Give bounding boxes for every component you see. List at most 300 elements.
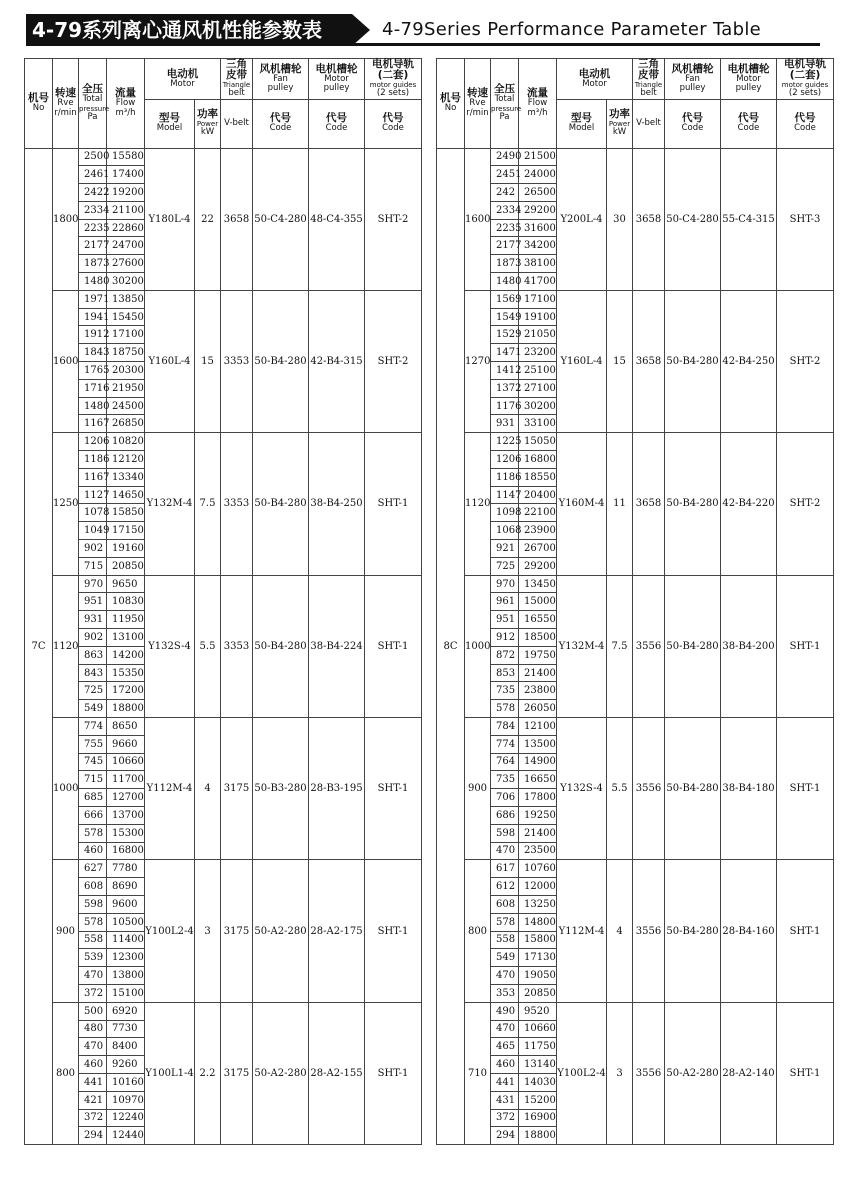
fan-pulley-cell: 50-B4-280 [665,433,721,575]
speed-cell: 710 [465,1002,491,1144]
guides-cell: SHT-1 [365,860,422,1002]
flow-cell: 16800 [519,451,557,469]
flow-cell: 21950 [107,379,145,397]
title-cn: 4-79系列离心通风机性能参数表 [26,14,352,46]
motor-pulley-cell: 38-B4-200 [721,575,777,717]
flow-cell: 12440 [107,1127,145,1145]
model-cell: Y160L-4 [145,290,195,432]
col-speed-en: Rve [469,98,486,109]
belt-cell: 3175 [221,860,253,1002]
pressure-cell: 715 [79,771,107,789]
flow-cell: 21050 [519,326,557,344]
fan-pulley-cell: 50-B4-280 [665,575,721,717]
speed-cell: 1000 [465,575,491,717]
flow-cell: 20850 [519,984,557,1002]
flow-cell: 9600 [107,895,145,913]
table-row [437,433,834,451]
col-fanpulley-cn: 风机槽轮 [671,62,714,75]
col-power-unit: kW [200,127,215,138]
flow-cell: 9260 [107,1056,145,1074]
flow-cell: 15050 [519,433,557,451]
flow-cell: 14030 [519,1073,557,1091]
col-code-en-1: Code [269,123,292,134]
flow-cell: 18500 [519,629,557,647]
flow-cell: 11950 [107,611,145,629]
fan-pulley-cell: 50-C4-280 [665,148,721,290]
col-motor-cn: 电动机 [578,67,611,80]
flow-cell: 21500 [519,148,557,166]
table-row [437,290,834,308]
pressure-cell: 2177 [491,237,519,255]
speed-cell: 900 [465,718,491,860]
flow-cell: 26850 [107,415,145,433]
pressure-cell: 951 [491,611,519,629]
motor-pulley-cell: 38-B4-250 [309,433,365,575]
fan-pulley-cell: 50-B3-280 [253,718,309,860]
col-pressure-cn: 全压 [494,83,515,96]
pressure-cell: 558 [79,931,107,949]
pressure-cell: 608 [79,878,107,896]
speed-cell: 1800 [53,148,79,290]
pressure-cell: 1471 [491,344,519,362]
flow-cell: 21100 [107,201,145,219]
col-model-en: Model [156,123,183,134]
belt-cell: 3658 [633,433,665,575]
header-power [195,99,221,148]
col-pressure-unit: Pa [87,111,98,122]
col-no-cn: 机号 [440,92,461,104]
flow-cell: 8690 [107,878,145,896]
pressure-cell: 970 [79,575,107,593]
flow-cell: 16650 [519,771,557,789]
fan-pulley-cell: 50-B4-280 [665,860,721,1002]
flow-cell: 12120 [107,451,145,469]
flow-cell: 19750 [519,646,557,664]
belt-cell: 3353 [221,290,253,432]
header-machine-no [437,59,465,149]
motor-pulley-cell: 28-A2-155 [309,1002,365,1144]
col-code-cn-3: 代号 [382,112,404,125]
col-guides-en1: motor guides [781,81,829,89]
pressure-cell: 470 [491,967,519,985]
pressure-cell: 1176 [491,397,519,415]
col-speed-unit: r/min [54,107,77,118]
col-fanpulley-en1: Fan [273,73,288,84]
pressure-cell: 441 [79,1073,107,1091]
pressure-cell: 1549 [491,308,519,326]
col-flow-unit: m³/h [527,107,548,118]
pressure-cell: 578 [491,913,519,931]
header-speed [53,59,79,149]
flow-cell: 17200 [107,682,145,700]
flow-cell: 30200 [519,397,557,415]
flow-cell: 7780 [107,860,145,878]
header-model [557,99,607,148]
header-speed [465,59,491,149]
belt-cell: 3658 [633,148,665,290]
table-row [25,433,422,451]
pressure-cell: 470 [79,1038,107,1056]
table-row [25,1002,422,1020]
flow-cell: 33100 [519,415,557,433]
pressure-cell: 2451 [491,166,519,184]
pressure-cell: 1098 [491,504,519,522]
speed-cell: 800 [465,860,491,1002]
header-motor-guides [777,59,834,100]
pressure-cell: 774 [79,718,107,736]
power-cell: 3 [607,1002,633,1144]
pressure-cell: 853 [491,664,519,682]
table-row [25,148,422,166]
fan-pulley-cell: 50-A2-280 [253,1002,309,1144]
speed-cell: 800 [53,1002,79,1144]
model-cell: Y132S-4 [145,575,195,717]
flow-cell: 17100 [519,290,557,308]
pressure-cell: 539 [79,949,107,967]
flow-cell: 13700 [107,806,145,824]
flow-cell: 26500 [519,184,557,202]
fan-pulley-cell: 50-B4-280 [665,290,721,432]
pressure-cell: 685 [79,789,107,807]
pressure-cell: 715 [79,557,107,575]
flow-cell: 19200 [107,184,145,202]
col-motorpulley-en2: pulley [323,83,350,94]
guides-cell: SHT-1 [365,718,422,860]
flow-cell: 10660 [519,1020,557,1038]
table-row [437,575,834,593]
pressure-cell: 706 [491,789,519,807]
col-speed-cn: 转速 [467,87,488,100]
flow-cell: 15000 [519,593,557,611]
pressure-cell: 1372 [491,379,519,397]
belt-cell: 3658 [633,290,665,432]
table-row [25,718,422,736]
flow-cell: 38100 [519,255,557,273]
col-motorpulley-cn: 电机槽轮 [727,62,770,75]
col-speed-cn: 转速 [55,87,76,100]
header-motor-pulley-code [721,99,777,148]
header-fan-pulley-code [665,99,721,148]
pressure-cell: 242 [491,184,519,202]
pressure-cell: 2177 [79,237,107,255]
pressure-cell: 843 [79,664,107,682]
col-code-en-1: Code [681,123,704,134]
pressure-cell: 1480 [79,397,107,415]
flow-cell: 13250 [519,895,557,913]
pressure-cell: 353 [491,984,519,1002]
pressure-cell: 294 [79,1127,107,1145]
pressure-cell: 735 [491,771,519,789]
col-pressure-unit: Pa [499,111,510,122]
col-belt-cn: 三角皮带 [226,58,247,81]
speed-cell: 1250 [53,433,79,575]
pressure-cell: 686 [491,806,519,824]
col-motor-en: Motor [170,78,195,89]
power-cell: 30 [607,148,633,290]
pressure-cell: 549 [79,700,107,718]
flow-cell: 13500 [519,735,557,753]
flow-cell: 15450 [107,308,145,326]
table-row [437,718,834,736]
motor-pulley-cell: 42-B4-250 [721,290,777,432]
pressure-cell: 1941 [79,308,107,326]
pressure-cell: 294 [491,1127,519,1145]
col-belt-en1: Triangle [634,81,663,89]
header-fan-pulley-code [253,99,309,148]
col-power-en: Power [608,120,631,129]
guides-cell: SHT-1 [365,575,422,717]
header-pressure [79,59,110,149]
speed-cell: 1600 [53,290,79,432]
pressure-cell: 1873 [79,255,107,273]
flow-cell: 17130 [519,949,557,967]
col-code-cn-2: 代号 [326,112,347,125]
col-code-cn-1: 代号 [682,112,703,125]
col-flow-en: Flow [115,98,136,109]
pressure-cell: 460 [79,842,107,860]
flow-cell: 15200 [519,1091,557,1109]
flow-cell: 18800 [519,1127,557,1145]
col-pressure-en2: pressure [491,104,522,113]
flow-cell: 13100 [107,629,145,647]
flow-cell: 18550 [519,468,557,486]
col-guides-cn2: (二套) [377,69,409,81]
flow-cell: 17800 [519,789,557,807]
pressure-cell: 951 [79,593,107,611]
header-motor-pulley [721,59,777,100]
pressure-cell: 912 [491,629,519,647]
col-motor-cn: 电动机 [166,67,199,80]
pressure-cell: 725 [491,557,519,575]
flow-cell: 26050 [519,700,557,718]
flow-cell: 27100 [519,379,557,397]
speed-cell: 900 [53,860,79,1002]
motor-pulley-cell: 28-B3-195 [309,718,365,860]
col-model-cn: 型号 [159,112,180,125]
col-code-en-2: Code [737,123,760,134]
header-machine-no [25,59,53,149]
table-row [437,148,834,166]
pressure-cell: 774 [491,735,519,753]
flow-cell: 16550 [519,611,557,629]
model-cell: Y100L1-4 [145,1002,195,1144]
belt-cell: 3556 [633,575,665,717]
pressure-cell: 735 [491,682,519,700]
pressure-cell: 372 [491,1109,519,1127]
pressure-cell: 961 [491,593,519,611]
belt-cell: 3658 [221,148,253,290]
flow-cell: 19160 [107,540,145,558]
col-belt-en1: Triangle [222,81,251,89]
flow-cell: 9650 [107,575,145,593]
header-motor-guides [365,59,422,100]
flow-cell: 10660 [107,753,145,771]
flow-cell: 31600 [519,219,557,237]
pressure-cell: 970 [491,575,519,593]
header-row-top [437,59,834,100]
flow-cell: 13340 [107,468,145,486]
motor-pulley-cell: 28-B4-160 [721,860,777,1002]
belt-cell: 3556 [633,718,665,860]
col-motorpulley-cn: 电机槽轮 [315,62,358,75]
pressure-cell: 608 [491,895,519,913]
pressure-cell: 2422 [79,184,107,202]
performance-table-7c [24,58,422,1145]
speed-cell: 1000 [53,718,79,860]
flow-cell: 15100 [107,984,145,1002]
pressure-cell: 1225 [491,433,519,451]
header-motor-pulley [309,59,365,100]
col-no-cn: 机号 [28,92,49,104]
power-cell: 15 [195,290,221,432]
col-power-cn: 功率 [609,108,630,121]
pressure-cell: 1147 [491,486,519,504]
pressure-cell: 1529 [491,326,519,344]
header-rule [26,43,820,46]
flow-cell: 13850 [107,290,145,308]
pressure-cell: 745 [79,753,107,771]
col-fanpulley-cn: 风机槽轮 [259,62,302,75]
flow-cell: 17100 [107,326,145,344]
col-speed-en: Rve [57,98,74,109]
speed-cell: 1600 [465,148,491,290]
pressure-cell: 372 [79,1109,107,1127]
guides-cell: SHT-2 [777,290,834,432]
belt-cell: 3175 [221,718,253,860]
flow-cell: 20850 [107,557,145,575]
pressure-cell: 1068 [491,522,519,540]
col-pressure-cn: 全压 [82,83,103,96]
flow-cell: 13800 [107,967,145,985]
pressure-cell: 578 [491,700,519,718]
guides-cell: SHT-1 [777,718,834,860]
pressure-cell: 1167 [79,415,107,433]
pressure-cell: 372 [79,984,107,1002]
title-arrow-shape [352,14,370,46]
power-cell: 5.5 [195,575,221,717]
pressure-cell: 725 [79,682,107,700]
flow-cell: 20300 [107,362,145,380]
flow-cell: 19250 [519,806,557,824]
model-cell: Y100L2-4 [557,1002,607,1144]
title-en: 4-79Series Performance Parameter Table [382,19,762,40]
flow-cell: 22860 [107,219,145,237]
pressure-cell: 1186 [491,468,519,486]
guides-cell: SHT-1 [777,860,834,1002]
flow-cell: 26700 [519,540,557,558]
flow-cell: 20400 [519,486,557,504]
flow-cell: 14800 [519,913,557,931]
flow-cell: 30200 [107,273,145,291]
flow-cell: 12300 [107,949,145,967]
col-code-cn-2: 代号 [738,112,759,125]
flow-cell: 24000 [519,166,557,184]
pressure-cell: 902 [79,540,107,558]
table-row [25,575,422,593]
flow-cell: 23800 [519,682,557,700]
col-guides-en1: motor guides [369,81,417,89]
fan-pulley-cell: 50-B4-280 [253,433,309,575]
table-row [437,860,834,878]
header-motor [145,59,221,100]
pressure-cell: 1569 [491,290,519,308]
pressure-cell: 1167 [79,468,107,486]
col-guides-cn: 电机导轨 [372,58,414,70]
fan-pulley-cell: 50-A2-280 [253,860,309,1002]
col-belt-en2: belt [640,88,657,98]
flow-cell: 29200 [519,557,557,575]
pressure-cell: 421 [79,1091,107,1109]
col-model-cn: 型号 [571,112,592,125]
model-cell: Y132M-4 [557,575,607,717]
pressure-cell: 666 [79,806,107,824]
flow-cell: 24700 [107,237,145,255]
power-cell: 4 [195,718,221,860]
motor-pulley-cell: 55-C4-315 [721,148,777,290]
pressure-cell: 2500 [79,148,107,166]
belt-cell: 3556 [633,1002,665,1144]
fan-pulley-cell: 50-B4-280 [665,718,721,860]
pressure-cell: 480 [79,1020,107,1038]
col-belt-en2: belt [228,88,245,98]
col-fanpulley-en2: pulley [679,83,706,94]
guides-cell: SHT-2 [777,433,834,575]
motor-pulley-cell: 28-A2-175 [309,860,365,1002]
pressure-cell: 431 [491,1091,519,1109]
flow-cell: 15800 [519,931,557,949]
guides-cell: SHT-1 [777,575,834,717]
pressure-cell: 470 [491,1020,519,1038]
flow-cell: 14900 [519,753,557,771]
pressure-cell: 2334 [491,201,519,219]
flow-cell: 41700 [519,273,557,291]
flow-cell: 15300 [107,824,145,842]
pressure-cell: 755 [79,735,107,753]
motor-pulley-cell: 42-B4-220 [721,433,777,575]
col-flow-en: Flow [527,98,548,109]
pressure-cell: 465 [491,1038,519,1056]
model-cell: Y112M-4 [557,860,607,1002]
pressure-cell: 1716 [79,379,107,397]
machine-no-cell: 7C [25,148,53,1145]
col-code-en-3: Code [794,123,816,134]
pressure-cell: 1186 [79,451,107,469]
pressure-cell: 1843 [79,344,107,362]
flow-cell: 12000 [519,878,557,896]
col-motorpulley-en2: pulley [735,83,762,94]
flow-cell: 24500 [107,397,145,415]
header-belt [633,59,665,100]
flow-cell: 12240 [107,1109,145,1127]
header-fan-pulley [253,59,309,100]
flow-cell: 18750 [107,344,145,362]
col-code-cn-3: 代号 [794,112,816,125]
motor-pulley-cell: 28-A2-140 [721,1002,777,1144]
col-code-en-2: Code [325,123,348,134]
pressure-cell: 931 [79,611,107,629]
pressure-cell: 490 [491,1002,519,1020]
motor-pulley-cell: 38-B4-224 [309,575,365,717]
flow-cell: 17150 [107,522,145,540]
flow-cell: 22100 [519,504,557,522]
header-row-top [25,59,422,100]
pressure-cell: 617 [491,860,519,878]
model-cell: Y160M-4 [557,433,607,575]
flow-cell: 7730 [107,1020,145,1038]
col-guides-cn2: (二套) [789,69,821,81]
pressure-cell: 1206 [79,433,107,451]
flow-cell: 10830 [107,593,145,611]
